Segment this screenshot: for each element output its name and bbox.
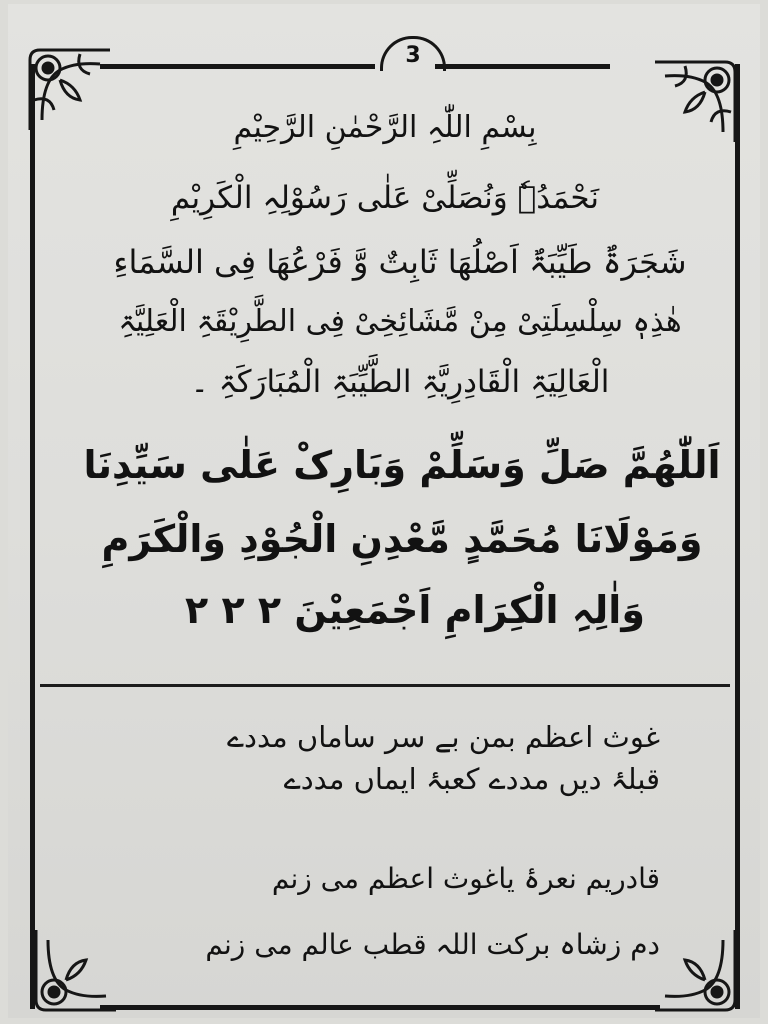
border-top-right xyxy=(435,64,610,69)
silsila-line-2: الْعَالِیَۃِ الْقَادِرِیَّۃِ الطَّیِّبَۃِ الْمُبَارَکَۃِ ۔ xyxy=(190,364,610,400)
couplet-2-line-2: دم زشاہ برکت اللہ قطب عالم می زنم xyxy=(205,928,660,961)
durood-line-1: اَللّٰھُمَّ صَلِّ وَسَلِّمْ وَبَارِکْ عَلٰی سَیِّدِنَا xyxy=(83,443,721,487)
couplet-1-line-2: قبلۂ دیں مددے کعبۂ ایماں مددے xyxy=(283,762,660,796)
couplet-2-line-1: قادریم نعرۂ یاغوث اعظم می زنم xyxy=(271,862,660,895)
border-bottom xyxy=(100,1005,660,1010)
page-number: 3 xyxy=(380,36,446,71)
ornament-corner-icon xyxy=(650,52,745,147)
ornament-corner-icon xyxy=(26,925,121,1020)
silsila-line-1: ھٰذِہٖ سِلْسِلَتِیْ مِنْ مَّشَائِخِیْ فِی الطَّرِیْقَۃِ الْعَلِیَّۃِ xyxy=(118,304,682,339)
durood-line-3: وَاٰلِہِ الْکِرَامِ اَجْمَعِیْنَ ۲ ۲ ۲ xyxy=(185,588,645,632)
ornament-corner-icon xyxy=(650,925,745,1020)
durood-line-2: وَمَوْلَانَا مُحَمَّدٍ مَّعْدِنِ الْجُوْدِ وَالْکَرَمِ xyxy=(101,517,703,561)
ornament-corner-icon xyxy=(20,40,115,135)
hamd-line: نَحْمَدُہٗ وَنُصَلِّیْ عَلٰی رَسُوْلِہِ الْکَرِیْمِ xyxy=(170,180,600,216)
verse-line: شَجَرَۃٌ طَیِّبَۃٌ اَصْلُھَا ثَابِتٌ وَّ فَرْعُھَا فِی السَّمَاءِ xyxy=(113,243,687,281)
bismillah-line: بِسْمِ اللّٰہِ الرَّحْمٰنِ الرَّحِیْمِ xyxy=(233,110,537,145)
section-divider xyxy=(40,684,730,687)
couplet-1-line-1: غوث اعظم بمن بے سر ساماں مددے xyxy=(227,720,660,754)
border-top-left xyxy=(100,64,375,69)
